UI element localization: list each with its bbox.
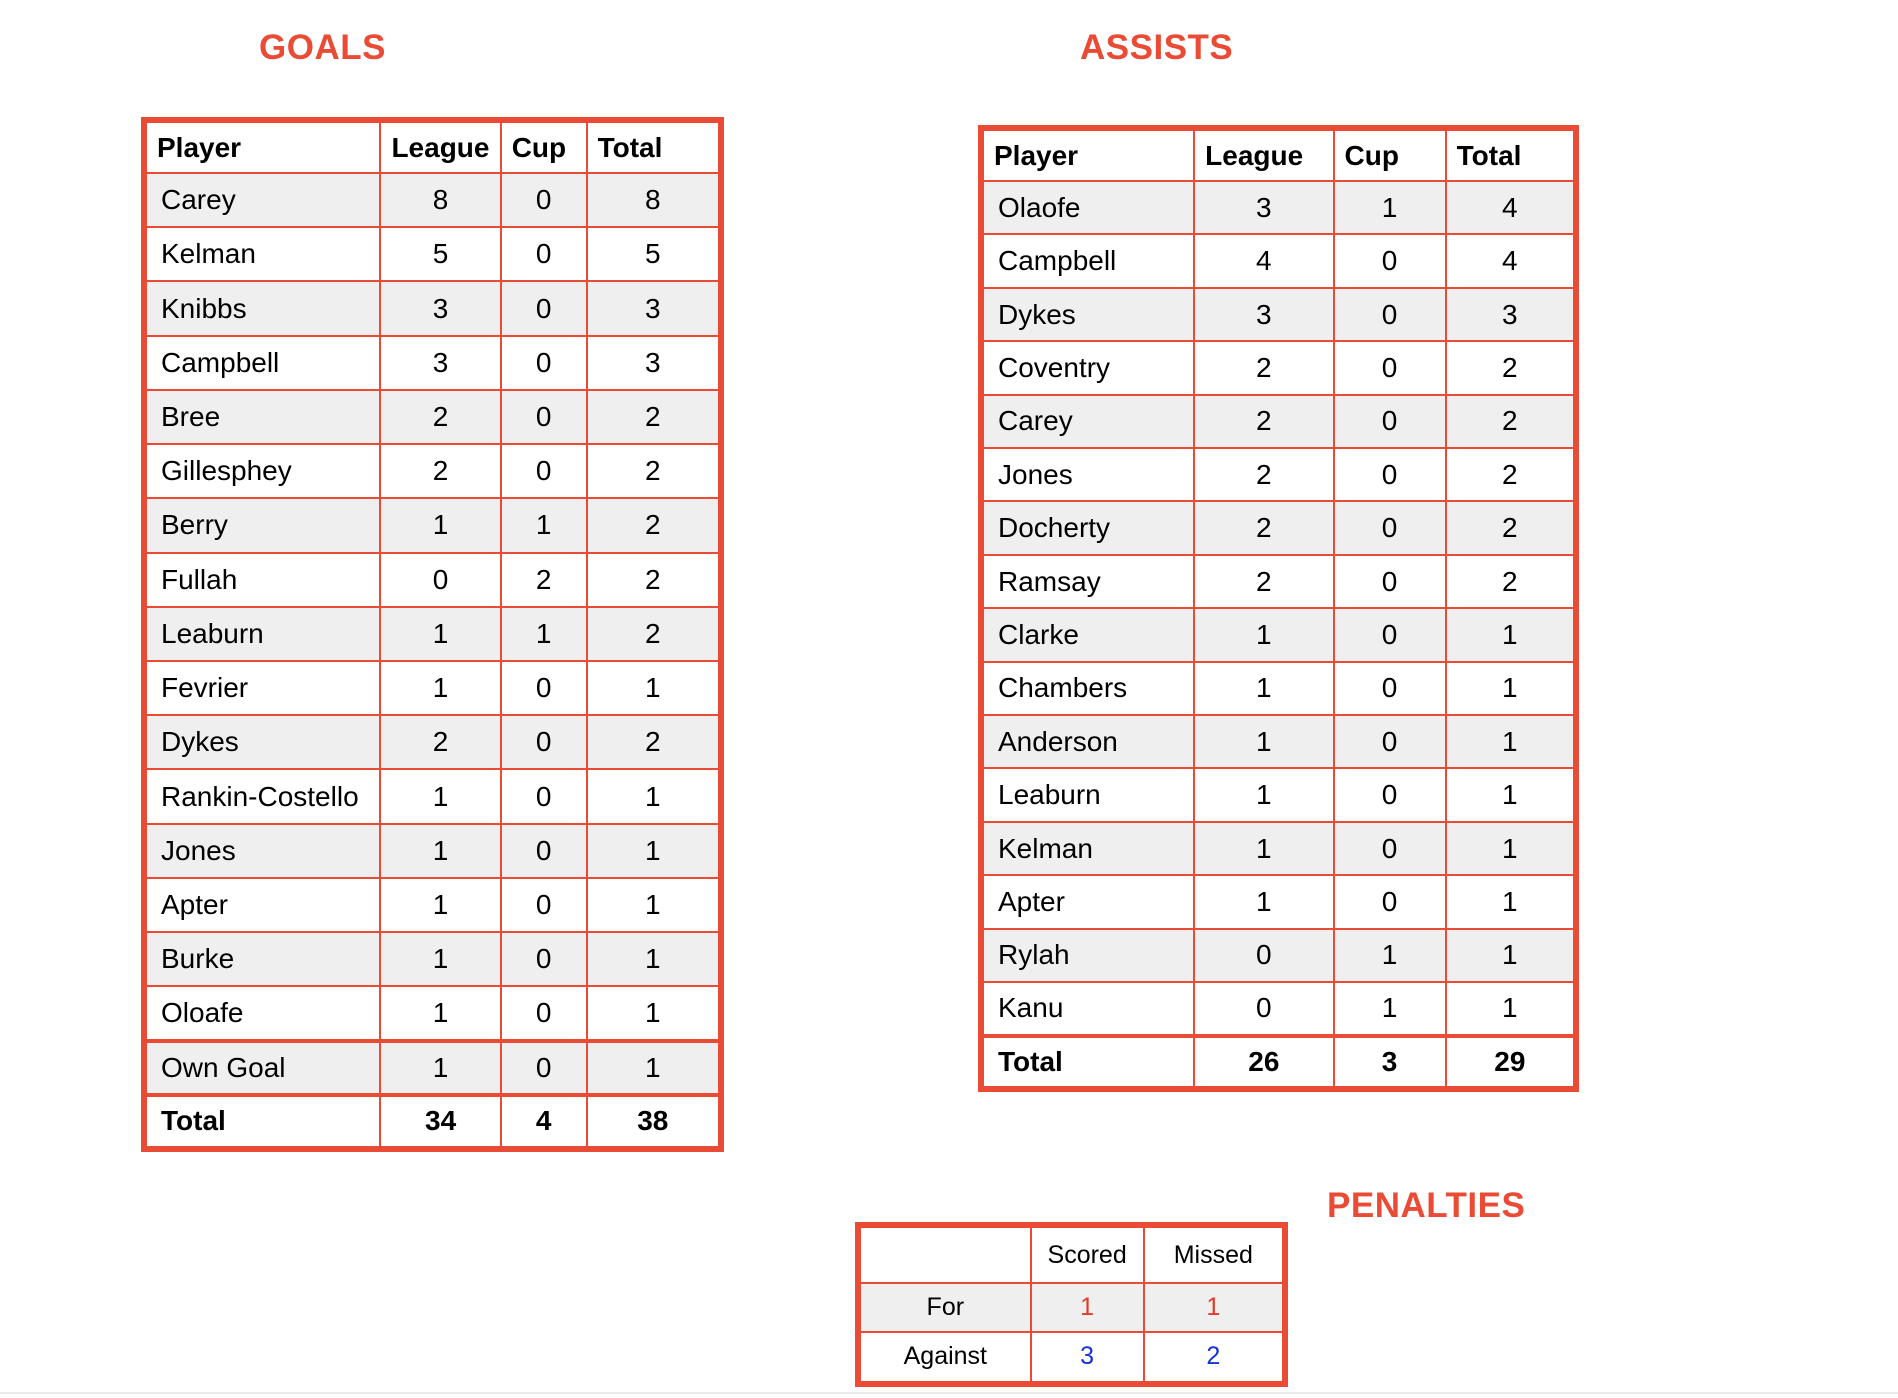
penalty-missed-value: 2 (1144, 1332, 1285, 1384)
table-row (144, 336, 721, 390)
league-value: 3 (1194, 181, 1333, 234)
league-value: 2 (380, 444, 500, 498)
player-name: Kelman (981, 822, 1194, 875)
cup-value: 0 (1334, 768, 1446, 821)
league-value: 2 (380, 715, 500, 769)
table-row (144, 498, 721, 552)
table-row (981, 448, 1576, 501)
player-name: Anderson (981, 715, 1194, 768)
cup-value: 0 (501, 336, 587, 390)
cup-value: 0 (1334, 448, 1446, 501)
player-name: Carey (981, 395, 1194, 448)
cup-value: 0 (501, 444, 587, 498)
table-row (144, 932, 721, 986)
penalties-row-against (858, 1332, 1285, 1384)
player-name: Own Goal (144, 1041, 380, 1095)
cup-value: 0 (1334, 822, 1446, 875)
player-name: Olaofe (981, 181, 1194, 234)
header-total: Total (1446, 128, 1576, 181)
cup-value: 0 (501, 281, 587, 335)
league-value: 1 (380, 1041, 500, 1095)
player-name: Jones (144, 824, 380, 878)
grand-total: 38 (587, 1095, 721, 1149)
total-value: 3 (587, 281, 721, 335)
total-value: 1 (1446, 822, 1576, 875)
cup-value: 1 (501, 607, 587, 661)
cup-value: 0 (1334, 288, 1446, 341)
player-name: Kelman (144, 227, 380, 281)
league-total: 26 (1194, 1036, 1333, 1090)
cup-total: 3 (1334, 1036, 1446, 1090)
table-row (981, 501, 1576, 554)
table-row (981, 288, 1576, 341)
cup-value: 0 (501, 390, 587, 444)
total-value: 1 (1446, 982, 1576, 1035)
league-value: 2 (1194, 395, 1333, 448)
cup-total: 4 (501, 1095, 587, 1149)
league-value: 2 (1194, 501, 1333, 554)
player-name: Jones (981, 448, 1194, 501)
total-value: 1 (587, 878, 721, 932)
header-league: League (380, 120, 500, 173)
player-name: Fullah (144, 553, 380, 607)
table-row (981, 395, 1576, 448)
total-value: 1 (1446, 662, 1576, 715)
league-value: 1 (380, 986, 500, 1040)
league-value: 0 (1194, 929, 1333, 982)
cup-value: 0 (501, 932, 587, 986)
league-value: 1 (1194, 822, 1333, 875)
total-value: 2 (1446, 341, 1576, 394)
total-label: Total (981, 1036, 1194, 1090)
cup-value: 2 (501, 553, 587, 607)
total-value: 2 (1446, 501, 1576, 554)
cup-value: 1 (1334, 982, 1446, 1035)
player-name: Bree (144, 390, 380, 444)
total-value: 2 (587, 390, 721, 444)
cup-value: 0 (501, 715, 587, 769)
header-blank (858, 1225, 1031, 1283)
cup-value: 0 (1334, 501, 1446, 554)
total-value: 4 (1446, 234, 1576, 287)
table-row (144, 769, 721, 823)
penalty-row-label: For (858, 1283, 1031, 1332)
cup-value: 0 (501, 769, 587, 823)
total-value: 3 (587, 336, 721, 390)
league-value: 1 (380, 661, 500, 715)
table-row (144, 986, 721, 1040)
table-row (144, 715, 721, 769)
league-value: 2 (380, 390, 500, 444)
total-value: 1 (1446, 608, 1576, 661)
penalties-row-for (858, 1283, 1285, 1332)
header-cup: Cup (1334, 128, 1446, 181)
cup-value: 0 (1334, 555, 1446, 608)
cup-value: 1 (501, 498, 587, 552)
player-name: Campbell (981, 234, 1194, 287)
total-value: 1 (587, 986, 721, 1040)
player-name: Kanu (981, 982, 1194, 1035)
total-row (981, 1036, 1576, 1090)
cup-value: 0 (1334, 608, 1446, 661)
table-row (144, 824, 721, 878)
league-value: 4 (1194, 234, 1333, 287)
league-value: 1 (380, 878, 500, 932)
header-league: League (1194, 128, 1333, 181)
total-value: 2 (587, 498, 721, 552)
league-value: 2 (1194, 555, 1333, 608)
goals-table (141, 117, 724, 1152)
header-total: Total (587, 120, 721, 173)
total-value: 8 (587, 173, 721, 227)
bottom-divider (0, 1392, 1898, 1394)
assists-header-row (981, 128, 1576, 181)
league-value: 3 (380, 336, 500, 390)
player-name: Clarke (981, 608, 1194, 661)
header-cup: Cup (501, 120, 587, 173)
cup-value: 0 (501, 173, 587, 227)
penalty-missed-value: 1 (1144, 1283, 1285, 1332)
league-value: 8 (380, 173, 500, 227)
goals-header-row (144, 120, 721, 173)
player-name: Docherty (981, 501, 1194, 554)
grand-total: 29 (1446, 1036, 1576, 1090)
penalty-scored-value: 3 (1031, 1332, 1144, 1384)
header-missed: Missed (1144, 1225, 1285, 1283)
total-value: 4 (1446, 181, 1576, 234)
total-value: 2 (1446, 395, 1576, 448)
player-name: Burke (144, 932, 380, 986)
table-row (144, 607, 721, 661)
penalty-row-label: Against (858, 1332, 1031, 1384)
penalties-header-row (858, 1225, 1285, 1283)
total-value: 2 (587, 553, 721, 607)
total-value: 1 (587, 661, 721, 715)
total-value: 1 (587, 932, 721, 986)
total-value: 1 (1446, 768, 1576, 821)
table-row (981, 982, 1576, 1035)
player-name: Ramsay (981, 555, 1194, 608)
table-row (144, 281, 721, 335)
player-name: Knibbs (144, 281, 380, 335)
league-value: 1 (380, 607, 500, 661)
league-value: 3 (1194, 288, 1333, 341)
table-row (981, 181, 1576, 234)
player-name: Rankin-Costello (144, 769, 380, 823)
total-value: 3 (1446, 288, 1576, 341)
total-row (144, 1095, 721, 1149)
cup-value: 0 (1334, 662, 1446, 715)
total-value: 2 (587, 715, 721, 769)
league-value: 0 (1194, 982, 1333, 1035)
cup-value: 0 (501, 878, 587, 932)
cup-value: 0 (501, 1041, 587, 1095)
table-row (144, 878, 721, 932)
player-name: Gillesphey (144, 444, 380, 498)
assists-table (978, 125, 1579, 1092)
table-row (981, 715, 1576, 768)
cup-value: 0 (1334, 234, 1446, 287)
league-value: 1 (1194, 662, 1333, 715)
table-row (981, 608, 1576, 661)
player-name: Berry (144, 498, 380, 552)
own-goal-row (144, 1041, 721, 1095)
total-value: 2 (587, 607, 721, 661)
league-value: 2 (1194, 341, 1333, 394)
penalties-title: PENALTIES (1327, 1186, 1526, 1225)
total-value: 2 (587, 444, 721, 498)
table-row (981, 929, 1576, 982)
total-label: Total (144, 1095, 380, 1149)
cup-value: 1 (1334, 181, 1446, 234)
table-row (981, 555, 1576, 608)
cup-value: 0 (501, 661, 587, 715)
total-value: 2 (1446, 555, 1576, 608)
cup-value: 0 (501, 986, 587, 1040)
total-value: 5 (587, 227, 721, 281)
player-name: Chambers (981, 662, 1194, 715)
player-name: Apter (144, 878, 380, 932)
cup-value: 0 (1334, 875, 1446, 928)
table-row (144, 661, 721, 715)
header-player: Player (981, 128, 1194, 181)
player-name: Fevrier (144, 661, 380, 715)
player-name: Rylah (981, 929, 1194, 982)
cup-value: 0 (501, 227, 587, 281)
table-row (144, 553, 721, 607)
table-row (144, 173, 721, 227)
league-value: 1 (1194, 608, 1333, 661)
player-name: Oloafe (144, 986, 380, 1040)
total-value: 2 (1446, 448, 1576, 501)
league-value: 1 (380, 498, 500, 552)
league-value: 5 (380, 227, 500, 281)
total-value: 1 (587, 824, 721, 878)
league-value: 0 (380, 553, 500, 607)
table-row (144, 390, 721, 444)
league-value: 1 (380, 769, 500, 823)
table-row (981, 822, 1576, 875)
table-row (981, 875, 1576, 928)
total-value: 1 (587, 769, 721, 823)
total-value: 1 (587, 1041, 721, 1095)
total-value: 1 (1446, 875, 1576, 928)
player-name: Dykes (144, 715, 380, 769)
player-name: Campbell (144, 336, 380, 390)
table-row (981, 662, 1576, 715)
league-value: 2 (1194, 448, 1333, 501)
league-value: 1 (380, 932, 500, 986)
league-value: 3 (380, 281, 500, 335)
player-name: Leaburn (981, 768, 1194, 821)
player-name: Carey (144, 173, 380, 227)
league-value: 1 (1194, 875, 1333, 928)
player-name: Leaburn (144, 607, 380, 661)
header-scored: Scored (1031, 1225, 1144, 1283)
header-player: Player (144, 120, 380, 173)
cup-value: 1 (1334, 929, 1446, 982)
table-row (981, 234, 1576, 287)
player-name: Dykes (981, 288, 1194, 341)
table-row (981, 768, 1576, 821)
penalties-table (855, 1222, 1288, 1387)
table-row (144, 444, 721, 498)
league-total: 34 (380, 1095, 500, 1149)
assists-title: ASSISTS (1080, 28, 1234, 67)
table-row (144, 227, 721, 281)
cup-value: 0 (1334, 395, 1446, 448)
cup-value: 0 (1334, 715, 1446, 768)
total-value: 1 (1446, 929, 1576, 982)
table-row (981, 341, 1576, 394)
league-value: 1 (1194, 715, 1333, 768)
league-value: 1 (380, 824, 500, 878)
cup-value: 0 (1334, 341, 1446, 394)
goals-title: GOALS (259, 28, 386, 67)
total-value: 1 (1446, 715, 1576, 768)
penalty-scored-value: 1 (1031, 1283, 1144, 1332)
player-name: Coventry (981, 341, 1194, 394)
player-name: Apter (981, 875, 1194, 928)
league-value: 1 (1194, 768, 1333, 821)
cup-value: 0 (501, 824, 587, 878)
